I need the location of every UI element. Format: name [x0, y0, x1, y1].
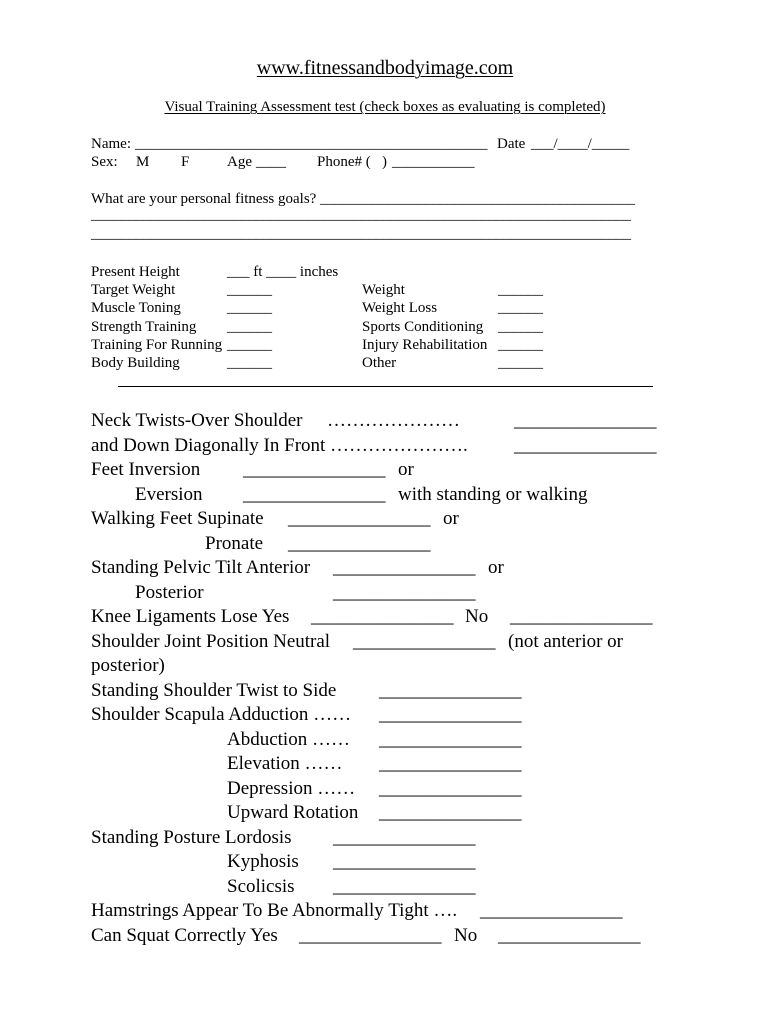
phone-field[interactable]: ___________: [392, 154, 475, 170]
assessment-blank[interactable]: _______________: [514, 434, 657, 456]
goal-label: Injury Rehabilitation: [362, 337, 488, 353]
goal-checklist-row: [0, 336, 770, 354]
goals-answer-line[interactable]: __________________________________________: [320, 191, 635, 207]
goal-label: Muscle Toning: [91, 300, 181, 316]
yes-blank[interactable]: _______________: [311, 606, 454, 627]
goal-checklist-row: [0, 299, 770, 317]
assessment-blank[interactable]: _______________: [379, 753, 522, 774]
goal-blank[interactable]: ______: [498, 282, 543, 298]
goal-blank[interactable]: ______: [227, 282, 272, 298]
goal-label: Weight Loss: [362, 300, 438, 316]
assessment-note: (not anterior or: [508, 630, 624, 652]
assessment-label: Depression ……: [227, 777, 356, 799]
form-instructions: Visual Training Assessment test (check boxes as evaluating is completed): [164, 99, 606, 115]
name-field[interactable]: _______________________________________________: [135, 136, 488, 152]
goal-blank[interactable]: ______: [498, 319, 543, 335]
assessment-label: and Down Diagonally In Front ………………….: [91, 434, 468, 456]
goals-answer-row: [0, 225, 770, 243]
assessment-label: Knee Ligaments Lose Yes: [91, 606, 290, 627]
assessment-blank[interactable]: _______________: [333, 581, 476, 603]
assessment-row: [0, 654, 770, 679]
assessment-row: [0, 532, 770, 557]
goal-label: Other: [362, 355, 397, 371]
assessment-label: Eversion: [135, 483, 203, 505]
height-feet-blank[interactable]: ___: [227, 264, 250, 280]
assessment-row: [0, 483, 770, 508]
assessment-blank[interactable]: _______________: [333, 875, 476, 897]
assessment-blank[interactable]: _______________: [379, 777, 522, 799]
present-height-fields: [227, 263, 338, 281]
goals-answer-line[interactable]: ________________________________________________________________________: [91, 226, 631, 242]
height-inches-unit: inches: [299, 264, 339, 280]
assessment-row: [0, 899, 770, 924]
goal-label: Weight: [362, 282, 405, 298]
assessment-label: Upward Rotation: [227, 802, 359, 823]
goals-answer-line[interactable]: ________________________________________________________________________: [91, 207, 631, 223]
assessment-blank[interactable]: _______________: [243, 483, 386, 505]
assessment-row: [0, 556, 770, 581]
form-instructions-line: [0, 98, 770, 116]
goals-question: What are your personal fitness goals?: [91, 191, 317, 207]
assessment-row: [0, 605, 770, 630]
age-field[interactable]: ____: [256, 154, 286, 170]
assessment-row: [0, 679, 770, 704]
assessment-blank[interactable]: _______________: [333, 851, 476, 872]
assessment-blank[interactable]: _______________: [379, 679, 522, 701]
option-connector: or: [443, 508, 459, 529]
goal-blank[interactable]: ______: [227, 337, 272, 353]
assessment-label: Standing Posture Lordosis: [91, 826, 292, 848]
assessment-blank[interactable]: _______________: [333, 557, 476, 578]
goal-label: Training For Running: [91, 337, 223, 353]
assessment-blank[interactable]: _______________: [480, 900, 623, 921]
yes-blank[interactable]: _______________: [299, 924, 442, 946]
goal-label: Strength Training: [91, 319, 197, 335]
assessment-label: Standing Shoulder Twist to Side: [91, 679, 337, 701]
assessment-row: [0, 801, 770, 826]
assessment-row: [0, 826, 770, 851]
assessment-row: [0, 581, 770, 606]
assessment-blank[interactable]: _______________: [514, 410, 657, 431]
section-divider: [118, 386, 653, 387]
assessment-row: [0, 630, 770, 655]
assessment-blank[interactable]: _______________: [288, 508, 431, 529]
sex-option-m[interactable]: M: [136, 154, 150, 170]
assessment-label: Walking Feet Supinate: [91, 508, 264, 529]
date-field[interactable]: ___/____/_____: [531, 136, 630, 152]
date-label: Date: [497, 136, 526, 152]
assessment-row: [0, 434, 770, 459]
assessment-row: [0, 924, 770, 949]
assessment-label: Standing Pelvic Tilt Anterior: [91, 557, 311, 578]
age-label: Age: [227, 154, 252, 170]
assessment-label: Scolicsis: [227, 875, 295, 897]
assessment-row: [0, 777, 770, 802]
assessment-blank[interactable]: _______________: [379, 802, 522, 823]
assessment-row: [0, 728, 770, 753]
goal-blank[interactable]: ______: [498, 337, 543, 353]
goal-label: Body Building: [91, 355, 180, 371]
no-blank[interactable]: _______________: [498, 924, 641, 946]
assessment-row: [0, 850, 770, 875]
goal-checklist-row: [0, 281, 770, 299]
goal-checklist-row: [0, 354, 770, 372]
no-blank[interactable]: _______________: [510, 606, 653, 627]
assessment-label: Feet Inversion: [91, 459, 201, 480]
goal-blank[interactable]: ______: [227, 355, 272, 371]
assessment-blank[interactable]: _______________: [379, 728, 522, 750]
name-label: Name:: [91, 136, 131, 152]
goal-blank[interactable]: ______: [498, 355, 543, 371]
assessment-row: [0, 507, 770, 532]
assessment-blank[interactable]: _______________: [288, 532, 431, 554]
name-date-row: [0, 135, 770, 153]
sex-option-f[interactable]: F: [181, 154, 190, 170]
assessment-label: Shoulder Scapula Adduction ……: [91, 704, 352, 725]
assessment-row: [0, 703, 770, 728]
assessment-label: Posterior: [135, 581, 204, 603]
assessment-label: Elevation ……: [227, 753, 343, 774]
goal-checklist-row: [0, 263, 770, 281]
goals-answer-row: [0, 206, 770, 224]
assessment-note: with standing or walking: [398, 483, 588, 505]
assessment-label: Abduction ……: [227, 728, 350, 750]
assessment-row: [0, 409, 770, 434]
assessment-label: Hamstrings Appear To Be Abnormally Tight ….: [91, 900, 458, 921]
goal-blank[interactable]: ______: [227, 300, 272, 316]
assessment-blank[interactable]: _______________: [353, 630, 496, 652]
goal-label: Target Weight: [91, 282, 176, 298]
assessment-label: Kyphosis: [227, 851, 299, 872]
assessment-row: [0, 875, 770, 900]
assessment-blank[interactable]: _______________: [243, 459, 386, 480]
assessment-label: Can Squat Correctly Yes: [91, 924, 278, 946]
option-connector: or: [398, 459, 414, 480]
goal-label: Sports Conditioning: [362, 319, 484, 335]
sex-label: Sex:: [91, 154, 118, 170]
goal-blank[interactable]: ______: [498, 300, 543, 316]
page-header: [0, 56, 770, 80]
assessment-row: [0, 458, 770, 483]
site-url-link[interactable]: www.fitnessandbodyimage.com: [256, 57, 514, 79]
assessment-label: Neck Twists-Over Shoulder: [91, 410, 303, 431]
assessment-blank[interactable]: _______________: [379, 704, 522, 725]
no-option-label: No: [454, 924, 478, 946]
goal-checklist-row: [0, 318, 770, 336]
assessment-label: Shoulder Joint Position Neutral: [91, 630, 331, 652]
assessment-row: [0, 752, 770, 777]
no-option-label: No: [465, 606, 489, 627]
height-inches-blank[interactable]: ____: [266, 264, 297, 280]
phone-label: Phone# ( ): [317, 154, 387, 170]
assessment-blank[interactable]: _______________: [333, 826, 476, 848]
assessment-note-continued: posterior): [91, 655, 165, 676]
goal-blank[interactable]: ______: [227, 319, 272, 335]
present-height-label: Present Height: [91, 264, 180, 280]
option-connector: or: [488, 557, 504, 578]
sex-age-phone-row: [0, 153, 770, 171]
assessment-label: Pronate: [205, 532, 264, 554]
leader-dots: …………………: [327, 410, 460, 431]
height-feet-unit: ft: [253, 264, 263, 280]
